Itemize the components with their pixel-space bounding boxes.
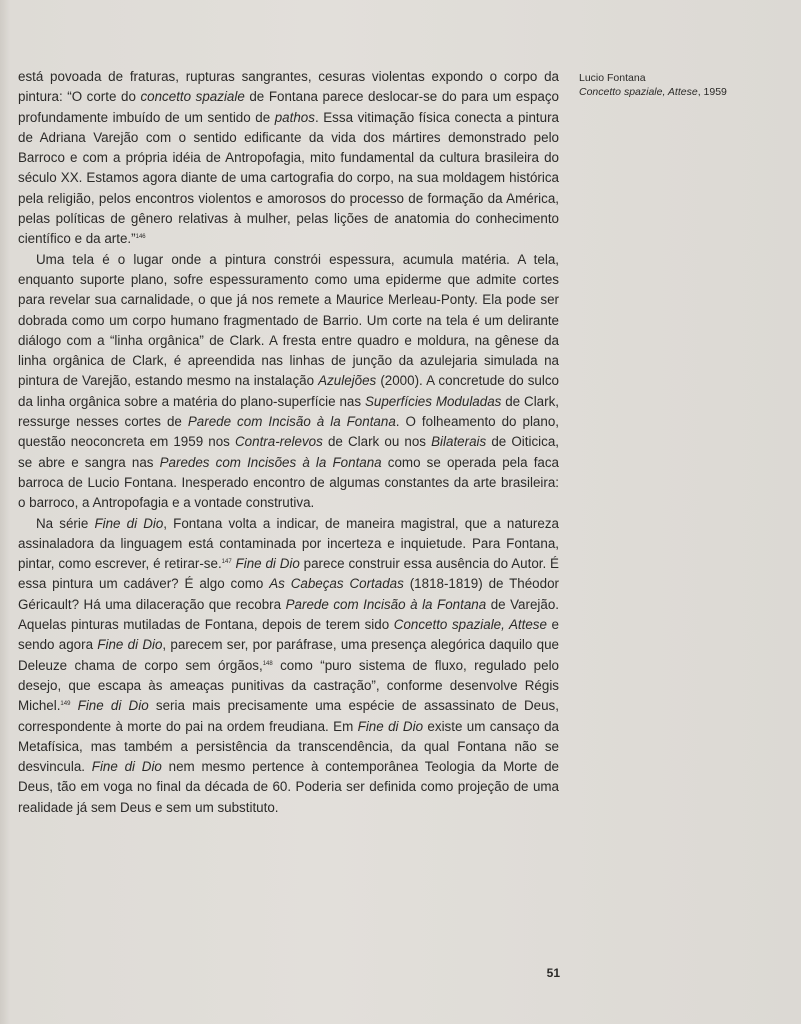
footnote-ref: 146 — [135, 234, 146, 241]
italic-title: Fine di Dio — [77, 698, 149, 714]
paragraph — [18, 67, 559, 250]
italic-title: Contra-relevos — [235, 434, 323, 450]
italic-title: Fine di Dio — [94, 515, 164, 531]
text-run: seria mais precisamente uma espécie de assassinato de Deus, correspondente à morte do pai na ordem freudiana. Em — [18, 698, 559, 734]
text-run: Na série — [36, 515, 95, 531]
footnote-ref: 147 — [221, 559, 232, 566]
italic-title: As Cabeças Cortadas — [269, 576, 404, 592]
text-run: como se operada pela faca barroca de Lucio Fontana. Inesperado encontro de algumas constantes da arte brasileira: o barroco, a Antropofagia e a vontade construtiva. — [18, 454, 559, 511]
italic-title: Concetto spaziale, Attese — [393, 617, 547, 633]
paragraph — [18, 514, 559, 818]
caption-work — [579, 86, 779, 100]
italic-title: concetto spaziale — [140, 89, 245, 105]
footnote-ref: 149 — [60, 701, 71, 708]
text-run — [70, 698, 77, 713]
caption-work-title: Concetto spaziale, Attese — [579, 85, 698, 98]
text-run: existe um cansaço da Metafísica, mas também a persistência da transcendência, da qual Fontana não se desvincula. — [18, 718, 559, 775]
text-run: nem mesmo pertence à contemporânea Teologia da Morte de Deus, tão em voga no final da década de 60. Poderia ser definida como projeção de uma realidade já sem Deus e sem um substituto. — [18, 759, 559, 815]
italic-title: Fine di Dio — [97, 637, 163, 653]
italic-title: Paredes com Incisões à la Fontana — [159, 454, 382, 470]
text-run: . Essa vitimação física conecta a pintura de Adriana Varejão com o sentido edificante da vida dos mártires demonstrado pelo Barroco e com a própria idéia de Antropofagia, mito fundamental da cultura brasileira do século XX. Estamos agora diante de uma cartografia do corpo, na sua moldagem histórica pela religião, pelos encontros violentos e amorosos do processo de formação da América, pelas políticas de gênero relativas à mulher, pelas lições de anatomia do conhecimento científico e da arte.” — [18, 109, 559, 247]
text-run: de Clark ou nos — [322, 434, 432, 450]
text-run: está povoada de fraturas, rupturas sangrantes, cesuras violentas expondo o corpo da pintura: “O corte do — [18, 69, 559, 105]
body-text — [18, 67, 559, 818]
italic-title: Parede com Incisão à la Fontana — [187, 414, 396, 430]
text-run: parece construir essa ausência do Autor. É essa pintura um cadáver? É algo como — [18, 556, 559, 592]
italic-title: Azulejões — [318, 373, 377, 389]
text-run: de Varejão. Aquelas pinturas mutiladas de Fontana, depois de terem sido — [18, 596, 560, 633]
italic-title: Superfícies Moduladas — [364, 393, 502, 409]
italic-title: Parede com Incisão à la Fontana — [285, 596, 487, 612]
text-run: de Fontana parece deslocar-se do para um espaço profundamente imbuído de um sentido de — [18, 89, 559, 125]
italic-title: Bilaterais — [431, 434, 487, 450]
italic-title: pathos — [274, 109, 315, 125]
text-run: de Clark, ressurge nesses cortes de — [18, 393, 559, 430]
text-run: de Oiticica, se abre e sangra nas — [18, 434, 559, 470]
text-run: (1818-1819) de Théodor Géricault? Há uma dilaceração que recobra — [18, 576, 559, 612]
footnote-ref: 148 — [262, 660, 273, 667]
italic-title: Fine di Dio — [357, 718, 424, 734]
italic-title: Fine di Dio — [235, 556, 300, 572]
text-run: como “puro sistema de fluxo, regulado pelo desejo, que escapa às ameaças punitivas da castração”, conforme desenvolve Régis Michel. — [18, 657, 559, 714]
text-run: , parecem ser, por paráfrase, uma presença alegórica daquilo que Deleuze chama de corpo sem órgãos, — [18, 637, 559, 673]
italic-title: Fine di Dio — [91, 759, 162, 775]
caption-work-year: , 1959 — [697, 85, 727, 98]
caption-artist: Lucio Fontana — [579, 72, 646, 84]
page-number: 51 — [546, 966, 560, 980]
text-run: Uma tela é o lugar onde a pintura constrói espessura, acumula matéria. A tela, enquanto suporte plano, sofre espessuramento como uma epiderme que admite cortes para revelar sua carnalidade, o que já nos remete a Maurice Merleau-Ponty. Ela pode ser dobrada como um corpo humano fragmentado de Barrio. Um corte na tela é um delirante diálogo com a “linha orgânica” de Clark. A fresta entre quadro e moldura, na gênese da linha orgânica de Clark, é apreendida nas linhas de junção da azulejaria simulada na pintura de Varejão, estando mesmo na instalação — [18, 251, 559, 389]
text-run: , Fontana volta a indicar, de maneira magistral, que a natureza assinaladora da linguagem está contaminada por incerteza e inquietude. Para Fontana, pintar, como escrever, é retirar-se. — [18, 515, 559, 572]
text-run: . O folheamento do plano, questão neoconcreta em 1959 nos — [18, 414, 559, 450]
text-run: (2000). A concretude do sulco da linha orgânica sobre a matéria do plano-superfície nas — [18, 373, 559, 409]
text-run: e sendo agora — [18, 617, 559, 653]
paragraph — [18, 250, 559, 514]
image-caption — [579, 72, 779, 99]
